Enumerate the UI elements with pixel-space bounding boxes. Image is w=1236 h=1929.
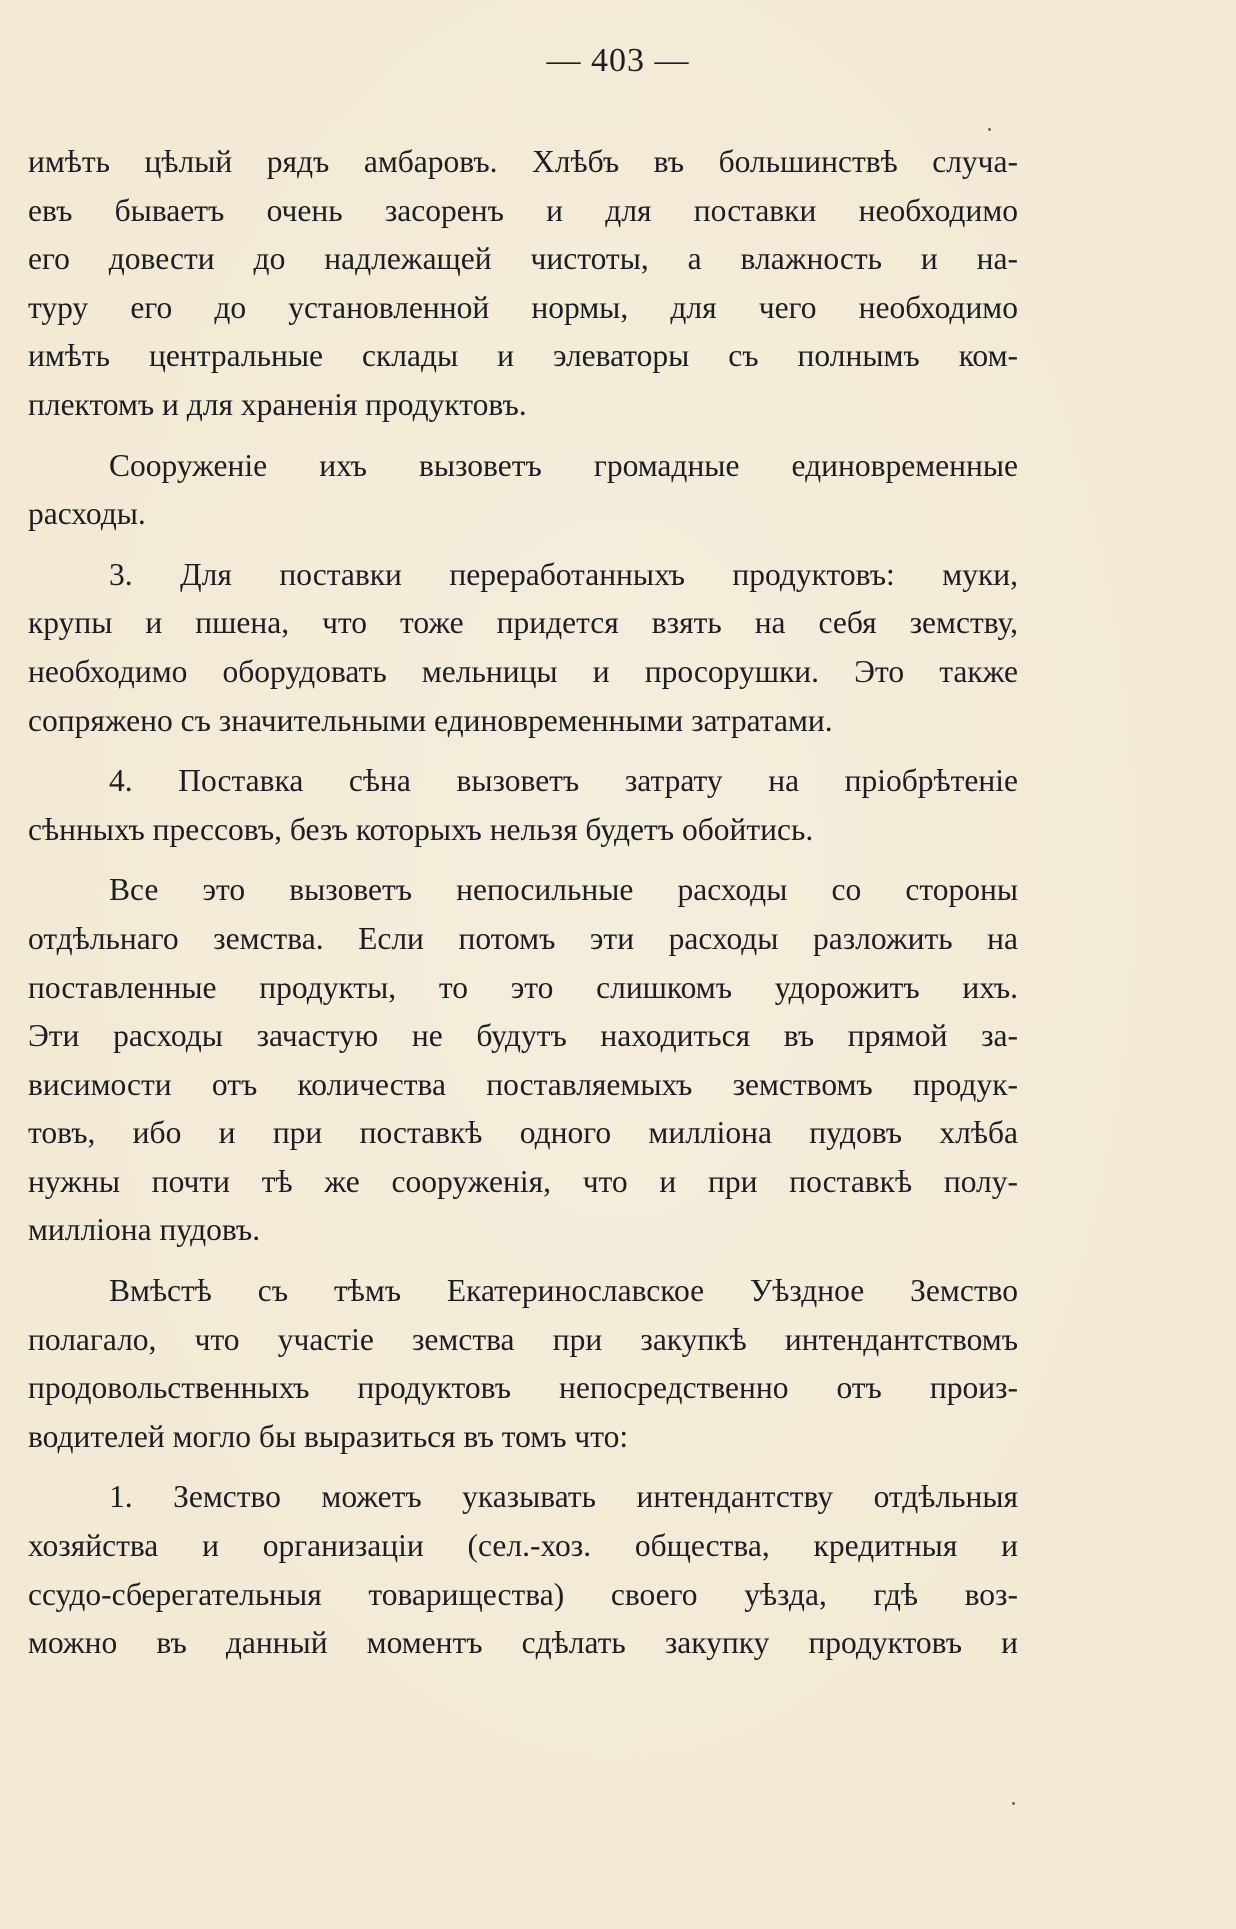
text-line: Все это вызоветъ непосильные расходы со стороны — [109, 872, 1018, 908]
paper-speck — [988, 128, 991, 131]
text-line: полагало, что участіе земства при закупкѣ интендантствомъ — [28, 1321, 1018, 1357]
text-line: поставленные продукты, то это слишкомъ удорожитъ ихъ. — [28, 969, 1018, 1005]
text-line: Вмѣстѣ съ тѣмъ Екатеринославское Уѣздное Земство — [109, 1273, 1018, 1309]
paragraph — [28, 442, 1018, 539]
paper-speck — [1012, 1802, 1015, 1805]
text-line: 4. Поставка сѣна вызоветъ затрату на пріобрѣтеніе — [109, 763, 1018, 799]
paragraph — [28, 866, 1018, 1255]
text-line: 3. Для поставки переработанныхъ продуктовъ: муки, — [109, 556, 1018, 592]
text-line: его довести до надлежащей чистоты, а влажность и на- — [28, 241, 1018, 277]
text-line: сѣнныхъ прессовъ, безъ которыхъ нельзя будетъ обойтись. — [28, 811, 814, 847]
text-line: крупы и пшена, что тоже придется взять на себя земству, — [28, 605, 1018, 641]
paragraph — [28, 757, 1018, 854]
text-line: сопряжено съ значительными единовременными затратами. — [28, 702, 833, 738]
text-line: расходы. — [28, 496, 146, 532]
page-number: — 403 — — [546, 42, 690, 79]
text-line: нужны почти тѣ же сооруженія, что и при поставкѣ полу- — [28, 1163, 1018, 1199]
text-line: необходимо оборудовать мельницы и просорушки. Это также — [28, 653, 1018, 689]
text-line: висимости отъ количества поставляемыхъ земствомъ продук- — [28, 1066, 1018, 1102]
text-line: отдѣльнаго земства. Если потомъ эти расходы разложить на — [28, 920, 1018, 956]
paragraph-gap — [28, 539, 1018, 551]
body-text — [28, 138, 1018, 1668]
paragraph — [28, 138, 1018, 430]
paragraph-gap — [28, 1461, 1018, 1473]
text-line: 1. Земство можетъ указывать интендантству отдѣльныя — [109, 1479, 1018, 1515]
text-line: Эти расходы зачастую не будутъ находиться въ прямой за- — [28, 1018, 1018, 1054]
text-line: хозяйства и организаціи (сел.-хоз. общества, кредитныя и — [28, 1528, 1018, 1564]
text-line: Сооруженіе ихъ вызоветъ громадные единовременные — [109, 447, 1018, 483]
text-line: плектомъ и для храненія продуктовъ. — [28, 386, 527, 422]
paragraph-gap — [28, 745, 1018, 757]
text-line: имѣть цѣлый рядъ амбаровъ. Хлѣбъ въ большинствѣ случа- — [28, 144, 1018, 179]
paragraph-gap — [28, 1255, 1018, 1267]
text-line: ссудо-сберегательныя товарищества) своего уѣзда, гдѣ воз- — [28, 1576, 1018, 1612]
text-line: милліона пудовъ. — [28, 1212, 261, 1248]
paragraph-gap — [28, 430, 1018, 442]
text-line: продовольственныхъ продуктовъ непосредственно отъ произ- — [28, 1370, 1018, 1406]
paragraph — [28, 1473, 1018, 1667]
text-line: водителей могло бы выразиться въ томъ что: — [28, 1418, 629, 1454]
text-line: товъ, ибо и при поставкѣ одного милліона пудовъ хлѣба — [28, 1115, 1018, 1151]
text-line: можно въ данный моментъ сдѣлать закупку продуктовъ и — [28, 1625, 1018, 1661]
paragraph — [28, 551, 1018, 745]
text-line: туру его до установленной нормы, для чего необходимо — [28, 289, 1018, 325]
paragraph-gap — [28, 854, 1018, 866]
text-line: имѣть центральные склады и элеваторы съ полнымъ ком- — [28, 338, 1018, 374]
paragraph — [28, 1267, 1018, 1461]
text-line: евъ бываетъ очень засоренъ и для поставки необходимо — [28, 192, 1018, 228]
